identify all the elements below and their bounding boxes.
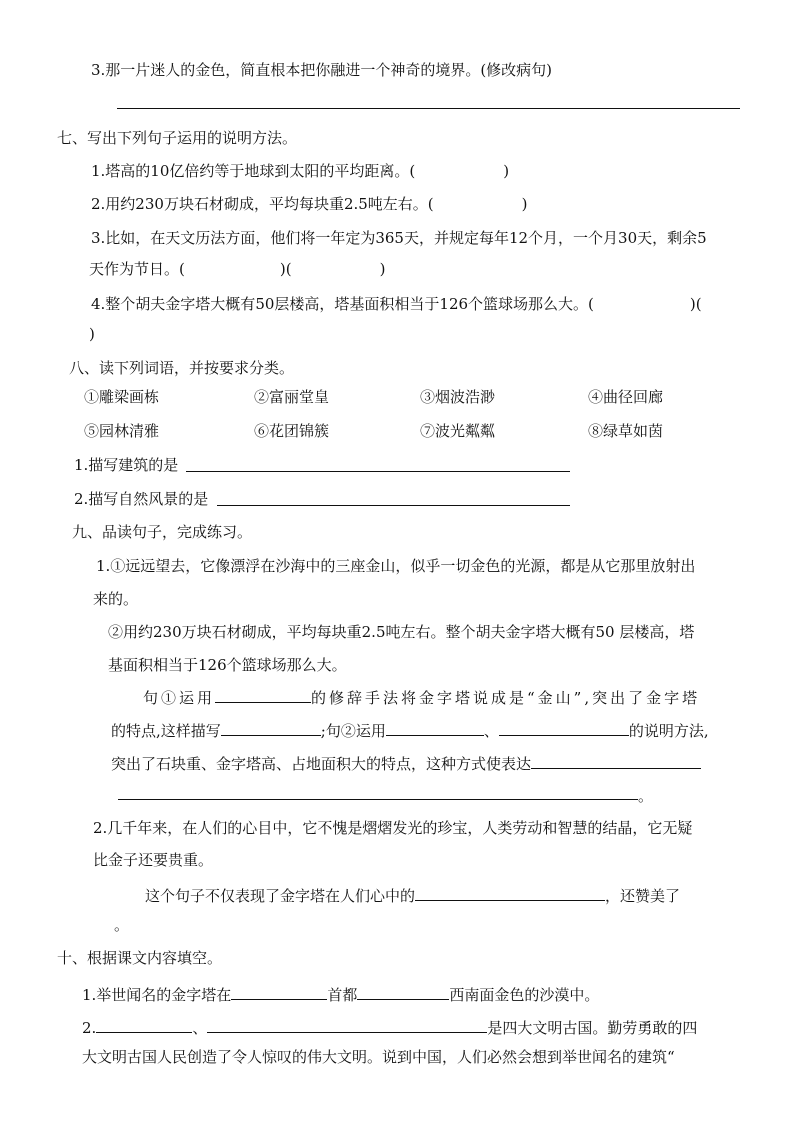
s10-question-2-line2: 大文明古国人民创造了令人惊叹的伟大文明。说到中国，人们必然会想到举世闻名的建筑“ — [82, 1048, 675, 1066]
s9-fill-line-5: 这个句子不仅表现了金字塔在人们心中的 ，还赞美了 — [145, 884, 680, 906]
s7-item-3-line2: 天作为节日。( )( ) — [89, 260, 386, 278]
s8-answer-1-line[interactable] — [186, 471, 570, 472]
s8-answer-2-line[interactable] — [217, 505, 570, 506]
blank-civilization-2[interactable] — [207, 1016, 487, 1033]
blank-effect[interactable] — [221, 719, 321, 736]
s9-passage-1-line1: 1.①远远望去，它像漂浮在沙海中的三座金山，似乎一切金色的光源，都是从它那里放射出 — [96, 557, 696, 575]
s9-passage-2-line1: ②用约230万块石材砌成，平均每块重2.5吨左右。整个胡夫金字塔大概有50 层楼高，塔 — [108, 623, 695, 641]
s9-fill-line-3: 突出了石块重、金字塔高、占地面积大的特点，这种方式使表达 — [111, 752, 701, 774]
s8-question-2: 2.描写自然风景的是 — [74, 490, 209, 508]
s9-fill-line-4-end: 。 — [638, 787, 654, 805]
blank-method-2[interactable] — [499, 719, 629, 736]
s9-passage-2-line2: 基面积相当于126个篮球场那么大。 — [108, 656, 347, 674]
s7-item-1: 1.塔高的10亿倍约等于地球到太阳的平均距离。( ) — [91, 162, 510, 180]
blank-country[interactable] — [231, 983, 327, 1000]
word-6: ⑥花团锦簇 — [254, 422, 330, 440]
blank-method-1[interactable] — [386, 719, 484, 736]
blank-capital[interactable] — [357, 983, 449, 1000]
s9-fill-line-2: 的特点,这样描写 ;句②运用 、 的说明方法, — [111, 719, 709, 741]
section-10-title: 十、根据课文内容填空。 — [57, 949, 223, 967]
word-2: ②富丽堂皇 — [254, 388, 330, 406]
word-1: ①雕梁画栋 — [84, 388, 160, 406]
q3-answer-line[interactable] — [117, 108, 740, 109]
section-9-title: 九、品读句子，完成练习。 — [72, 523, 253, 541]
s9-fill-line-6: 。 — [114, 916, 130, 934]
s9-passage-3-line2: 比金子还要贵重。 — [93, 851, 214, 869]
section-8-title: 八、读下列词语，并按要求分类。 — [69, 359, 295, 377]
s7-item-4-line1: 4.整个胡夫金字塔大概有50层楼高，塔基面积相当于126个篮球场那么大。( )( — [91, 295, 702, 313]
s9-fill-line-1: 句①运用 的修辞手法将金字塔说成是“金山”,突出了金字塔 — [143, 686, 700, 708]
s9-passage-3-line1: 2.几千年来，在人们的心目中，它不愧是熠熠发光的珍宝，人类劳动和智慧的结晶，它无疑 — [93, 819, 693, 837]
blank-rhetoric[interactable] — [215, 686, 311, 703]
blank-status[interactable] — [415, 884, 605, 901]
word-5: ⑤园林清雅 — [84, 422, 160, 440]
section-7-title: 七、写出下列句子运用的说明方法。 — [57, 129, 298, 147]
word-4: ④曲径回廊 — [588, 388, 664, 406]
word-7: ⑦波光粼粼 — [420, 422, 496, 440]
q3-line: 3.那一片迷人的金色，简直根本把你融进一个神奇的境界。(修改病句) — [91, 61, 553, 79]
s9-answer-line-4[interactable] — [118, 799, 638, 800]
s7-item-3-line1: 3.比如，在天文历法方面，他们将一年定为365天，并规定每年12个月，一个月30天，剩余5 — [91, 229, 707, 247]
s10-question-2-line1: 2. 、 是四大文明古国。勤劳勇敢的四 — [82, 1016, 697, 1038]
s7-item-2: 2.用约230万块石材砌成，平均每块重2.5吨左右。( ) — [91, 195, 528, 213]
s7-item-4-line2: ) — [89, 325, 95, 343]
word-8: ⑧绿草如茵 — [588, 422, 664, 440]
s8-question-1: 1.描写建筑的是 — [74, 456, 179, 474]
s9-passage-1-line2: 来的。 — [93, 590, 139, 608]
word-3: ③烟波浩渺 — [420, 388, 496, 406]
s10-question-1: 1.举世闻名的金字塔在 首都 西南面金色的沙漠中。 — [82, 983, 599, 1005]
blank-civilization-1[interactable] — [96, 1016, 192, 1033]
blank-expression[interactable] — [531, 752, 701, 769]
